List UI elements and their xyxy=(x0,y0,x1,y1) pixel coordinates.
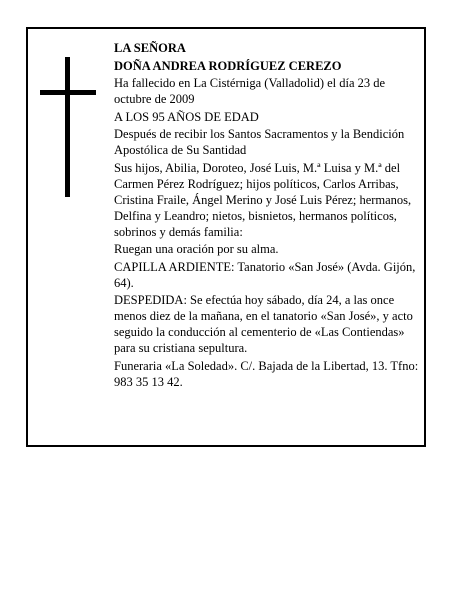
cross-icon xyxy=(40,57,96,197)
death-notice: Ha fallecido en La Cistérniga (Valladolid) el día 23 de octubre de 2009 xyxy=(114,76,386,106)
farewell-info: DESPEDIDA: Se efectúa hoy sábado, día 24, a las once menos diez de la mañana, en el tanatorio «San José», y acto seguido la conducción al cementerio de «Las Contiendas» para su cristiana sepultura. xyxy=(114,293,413,355)
prayer-request: Ruegan una oración por su alma. xyxy=(114,242,279,256)
age-line: A LOS 95 AÑOS DE EDAD xyxy=(114,109,259,124)
family-paragraph: Sus hijos, Abilia, Doroteo, José Luis, M.ª Luisa y M.ª del Carmen Pérez Rodríguez; hijos políticos, Carlos Arribas, Cristina Fraile, Ángel Merino y José Luis Pérez; hermanos, Delfina y Leandro; nietos, bisnietos, hermanos políticos, sobrinos y demás familia: xyxy=(114,160,412,239)
sacraments-line: Después de recibir los Santos Sacramentos y la Bendición Apostólica de Su Santidad xyxy=(114,127,405,157)
obituary-text xyxy=(114,40,422,391)
deceased-name: DOÑA ANDREA RODRÍGUEZ CEREZO xyxy=(114,58,342,73)
cross-horizontal-bar xyxy=(40,90,96,95)
chapel-info: CAPILLA ARDIENTE: Tanatorio «San José» (Avda. Gijón, 64). xyxy=(114,259,416,290)
heading-title: LA SEÑORA xyxy=(114,41,186,55)
cross-vertical-bar xyxy=(65,57,70,197)
funeral-home-info: Funeraria «La Soledad». C/. Bajada de la Libertad, 13. Tfno: 983 35 13 42. xyxy=(114,358,419,389)
